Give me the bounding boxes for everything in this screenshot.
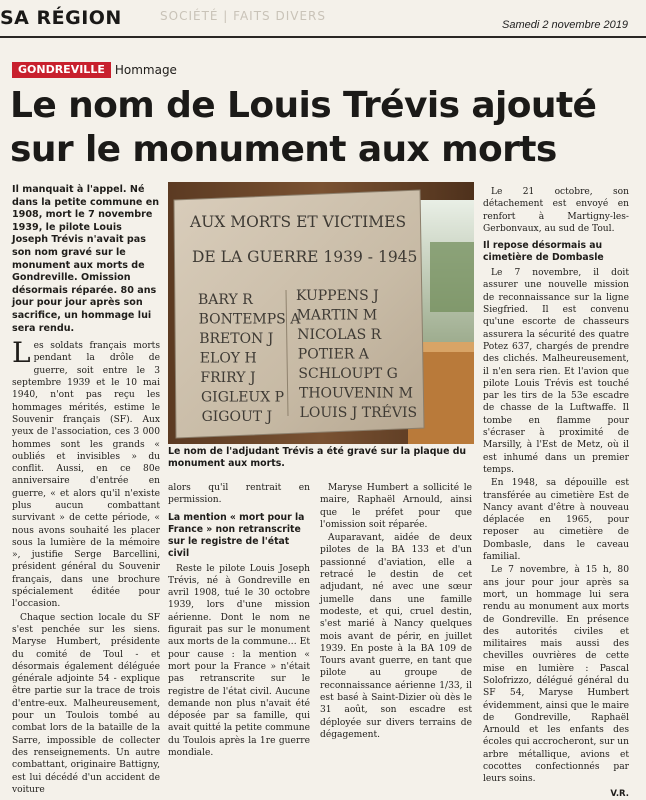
plaque-name: THOUVENIN M: [299, 385, 413, 402]
paragraph: [12, 336, 160, 611]
subheading: Il repose désormais au cimetière de Dombasle: [483, 240, 604, 264]
plaque-name: GIGOUT J: [201, 409, 273, 425]
paragraph: Le 21 octobre, son détachement est envoyé en renfort à Martigny-les-Gerbonvaux, au sud de Toul.: [483, 187, 629, 234]
plaque-name: BARY R: [198, 292, 253, 308]
paragraph: En 1948, sa dépouille est transférée au cimetière Est de Nancy avant d'être à nouveau déplacée en 1965, pour reposer au cimetière de Dombasle, dans le caveau familial.: [483, 478, 629, 563]
article-lead: Il manquait à l'appel. Né dans la petite commune en 1908, mort le 7 novembre 1939, le pilote Louis Joseph Trévis n'avait pas son nom gravé sur le monument aux morts de Gondreville. Omission désormais réparée. 80 ans jour pour jour après son sacrifice, un hommage lui sera rendu.: [12, 184, 160, 334]
plaque-illustration: [168, 182, 474, 444]
rubric-label: Hommage: [114, 63, 177, 77]
plaque-title-line-2: DE LA GUERRE 1939 - 1945: [192, 248, 418, 266]
section-header: [0, 0, 646, 38]
bleed-through-tabs: SOCIÉTÉ | FAITS DIVERS: [160, 9, 326, 23]
article-headline: Le nom de Louis Trévis ajouté sur le monument aux morts: [10, 85, 597, 170]
photo-caption: Le nom de l'adjudant Trévis a été gravé sur la plaque du monument aux morts.: [168, 446, 467, 469]
paragraph: alors qu'il rentrait en permission.: [168, 483, 310, 506]
plaque-name: BONTEMPS A: [198, 311, 301, 328]
paragraph: Le 7 novembre, il doit assurer une nouvelle mission de reconnaissance sur la ligne Siegfried. Il est convenu qu'une escorte de chasseurs assurera la sécurité des quatre Potez 637, chargés de prendre des clichés. Malheureusement, il n'en sera rien. Et l'avion que pilote Louis Trévis est touché par les tirs de la 53e escadre de chasse de la Luftwaffe. Il tombe en flamme pour s'écraser à proximité de Marsilly, à l'Est de Metz, où il est inhumé dans un premier temps.: [483, 268, 629, 475]
subheading: La mention « mort pour la France » non retranscrite sur le registre de l'état civil: [168, 511, 305, 559]
paragraph-text: es soldats français morts pendant la drôle de guerre, soit entre le 3 septembre 1939 et le 10 mai 1940, n'ont pas reçu les hommages mérités, estime le Souvenir français (SF). Aux yeux de l'association, ces 3 000 hommes sont les grands « oubliés et invisibles » du conflit. Aussi, en ce 80e anniversaire d'entrée en guerre, « et alors qu'il n'existe plus aucun combattant survivant » de cette période, « nous avons souhaité les placer sous la lumière de la mémoire », justifie Serge Barcellini, président général du Souvenir français, dans une brochure spécialement éditée pour l'occasion.: [12, 341, 160, 610]
monument-plaque-photo: [168, 182, 474, 444]
paragraph: Chaque section locale du SF s'est penchée sur les siens. Maryse Humbert, présidente du comité de Toul - et désormais également déléguée générale adjointe 54 - explique être partie sur la trace de trois d'entre-eux. Malheureusement, pour un Toulois tombé au combat lors de la bataille de la Sarre, impossible de collecter des renseignements. Un autre combattant, originaire Battigny, est lui décédé d'un accident de voiture: [12, 612, 160, 795]
drop-cap: L: [12, 336, 31, 370]
plaque-name: ELOY H: [199, 350, 257, 367]
plaque-name: LOUIS J TRÉVIS: [299, 405, 418, 421]
column-middle-1: [168, 482, 310, 760]
plaque-title-line-1: AUX MORTS ET VICTIMES: [190, 213, 407, 231]
plaque-name: POTIER A: [297, 346, 369, 363]
paragraph: Le 7 novembre, à 15 h, 80 ans jour pour jour après sa mort, un hommage lui sera rendu au monument aux morts de Gondreville. En présence des autorités civiles et militaires mais aussi des chevilles ouvrières de cette mise en lumière : Pascal Solofrizzo, délégué général du SF 54, Maryse Humbert évidemment, ainsi que le maire de Gondreville, Raphaël Arnould et les enfants des écoles qui accrocheront, sur un arbre métallique, avions et cocottes confectionnés par leurs soins.: [483, 565, 629, 785]
column-middle-2: [320, 482, 472, 742]
plaque-name: KUPPENS J: [296, 288, 379, 304]
publication-date: Samedi 2 novembre 2019: [502, 19, 628, 31]
kicker: [12, 62, 177, 78]
plaque-name: BRETON J: [199, 331, 274, 347]
column-right: [483, 186, 629, 800]
section-title: SA RÉGION: [0, 7, 122, 29]
paragraph: Reste le pilote Louis Joseph Trévis, né à Gondreville en avril 1908, tué le 30 octobre 1939, lors d'une mission aérienne. Dont le nom ne figurait pas sur le monument aux morts de la commune… Et pour cause : la mention « mort pour la France » n'était pas retranscrite sur le registre de l'état civil. Aucune demande non plus n'avait été déposée par sa famille, qui avait quitté la petite commune du Toulois après la 1re guerre mondiale.: [168, 563, 310, 759]
paragraph: Auparavant, aidée de deux pilotes de la BA 133 et d'un passionné d'aviation, elle a retracé le destin de cet adjudant, né avec une sœur jumelle dans une famille modeste, et qui, cruel destin, s'est marié à Nancy quelques mois avant de périr, en juillet 1939. En poste à la BA 109 de Tours avant guerre, en tant que pilote au groupe de reconnaissance aérienne 1/33, il est basé à Saint-Dizier où dès le 31 août, son escadre est déployée sur divers terrains de dégagement.: [320, 533, 472, 740]
plaque-name: FRIRY J: [200, 370, 256, 386]
location-tag: GONDREVILLE: [12, 62, 111, 78]
plaque-name: MARTIN M: [296, 307, 378, 324]
author-signature: V.R.: [610, 788, 629, 799]
plaque-name: GIGLEUX P: [201, 389, 285, 406]
column-left: [12, 184, 160, 797]
plaque-name: SCHLOUPT G: [298, 366, 398, 382]
paragraph: Maryse Humbert a sollicité le maire, Raphaël Arnould, ainsi que le préfet pour que l'omission soit réparée.: [320, 483, 472, 530]
plaque-name: NICOLAS R: [297, 327, 382, 343]
